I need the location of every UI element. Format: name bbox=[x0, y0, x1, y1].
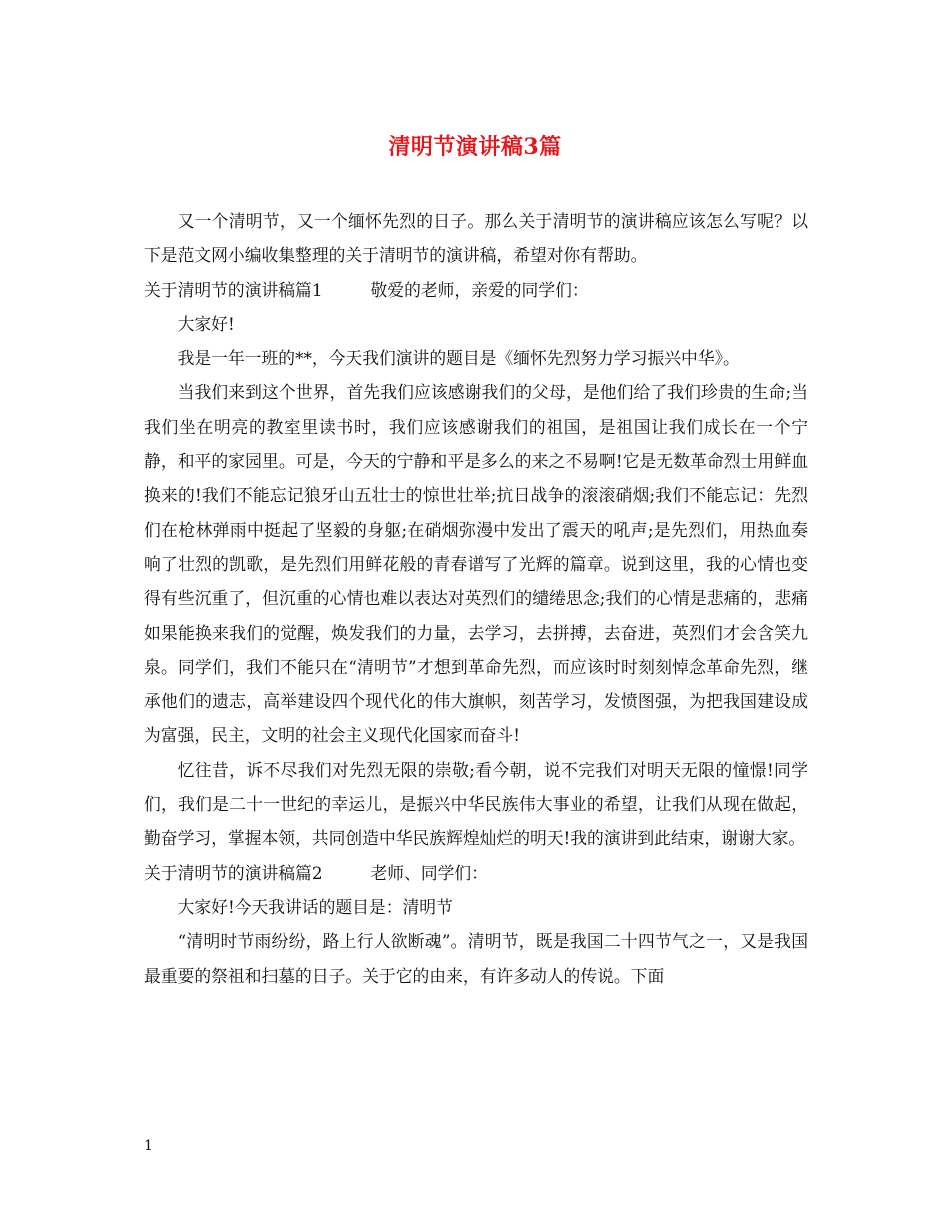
speech-1-heading: 关于清明节的演讲稿篇1 bbox=[144, 279, 323, 300]
speech-1-paragraph-2: 当我们来到这个世界，首先我们应该感谢我们的父母，是他们给了我们珍贵的生命;当我们坐在明亮的教室里读书时，我们应该感谢我们的祖国，是祖国让我们成长在一个宁静，和平的家园里。可是，今天的宁静和平是多么的来之不易啊!它是无数革命烈士用鲜血换来的!我们不能忘记狼牙山五壮士的惊世壮举;抗日战争的滚滚硝烟;我们不能忘记：先烈们在枪林弹雨中挺起了坚毅的身躯;在硝烟弥漫中发出了震天的吼声;是先烈们，用热血奏响了壮烈的凯歌，是先烈们用鲜花般的青春谱写了光辉的篇章。说到这里，我的心情也变得有些沉重了，但沉重的心情也难以表达对英烈们的缱绻思念;我们的心情是悲痛的，悲痛如果能换来我们的觉醒，焕发我们的力量，去学习，去拼搏，去奋进，英烈们才会含笑九泉。同学们，我们不能只在“清明节”才想到革命先烈，而应该时时刻刻悼念革命先烈，继承他们的遗志，高举建设四个现代化的伟大旗帜，刻苦学习，发愤图强，为把我国建设成为富强，民主，文明的社会主义现代化国家而奋斗! bbox=[144, 382, 808, 746]
speech-2-heading: 关于清明节的演讲稿篇2 bbox=[144, 862, 323, 883]
speech-1-greeting: 大家好! bbox=[177, 313, 235, 334]
document-title: 清明节演讲稿3篇 bbox=[388, 134, 562, 160]
speech-2-greeting: 大家好!今天我讲话的题目是：清明节 bbox=[177, 896, 453, 917]
speech-2-salutation: 老师、同学们： bbox=[370, 862, 488, 883]
speech-2-paragraph-1: “清明时节雨纷纷，路上行人欲断魂”。清明节，既是我国二十四节气之一，又是我国最重要的祭祖和扫墓的日子。关于它的由来，有许多动人的传说。下面 bbox=[144, 931, 808, 986]
speech-1-salutation: 敬爱的老师，亲爱的同学们： bbox=[370, 279, 589, 300]
speech-1-paragraph-1: 我是一年一班的**，今天我们演讲的题目是《缅怀先烈努力学习振兴中华》。 bbox=[177, 348, 740, 369]
speech-2-heading-line bbox=[144, 856, 808, 890]
page-number: 1 bbox=[144, 1138, 153, 1154]
document-body bbox=[144, 204, 808, 993]
speech-1-heading-line bbox=[144, 273, 808, 307]
speech-1-paragraph-3: 忆往昔，诉不尽我们对先烈无限的崇敬;看今朝，说不完我们对明天无限的憧憬!同学们，我们是二十一世纪的幸运儿，是振兴中华民族伟大事业的希望，让我们从现在做起，勤奋学习，掌握本领，共同创造中华民族辉煌灿烂的明天!我的演讲到此结束，谢谢大家。 bbox=[144, 759, 808, 849]
intro-paragraph: 又一个清明节，又一个缅怀先烈的日子。那么关于清明节的演讲稿应该怎么写呢？以下是范文网小编收集整理的关于清明节的演讲稿，希望对你有帮助。 bbox=[144, 211, 808, 266]
